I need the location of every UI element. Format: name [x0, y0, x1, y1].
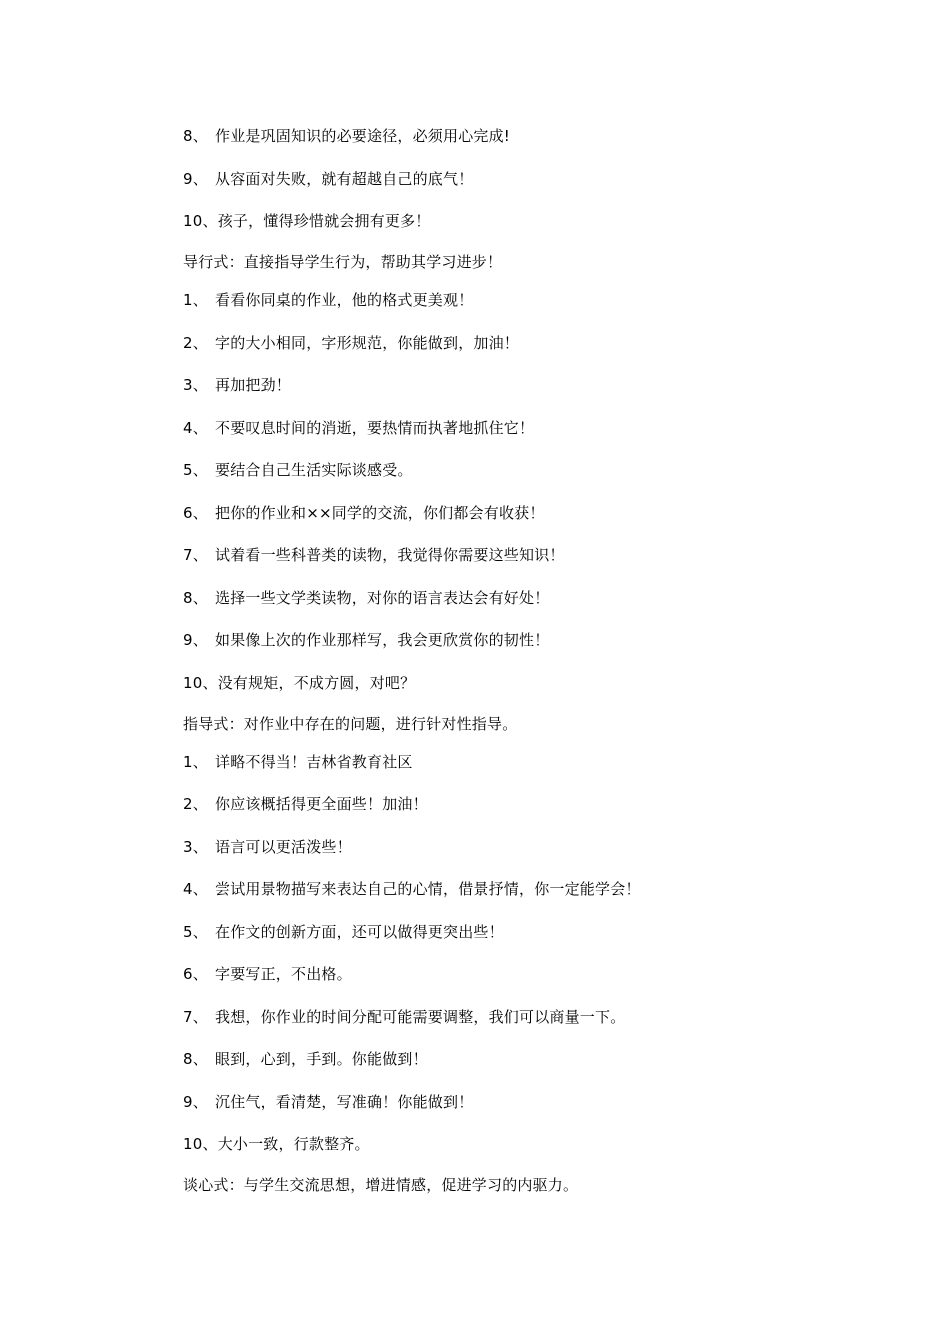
list-item — [183, 752, 413, 772]
item-text: 如果像上次的作业那样写，我会更欣赏你的韧性！ — [215, 631, 550, 649]
item-number: 9、 — [183, 631, 208, 649]
item-number: 9、 — [183, 1093, 208, 1111]
list-item — [183, 290, 473, 310]
heading-text: 谈心式：与学生交流思想，增进情感，促进学习的内驱力。 — [183, 1176, 579, 1194]
item-text: 我想，你作业的时间分配可能需要调整，我们可以商量一下。 — [215, 1008, 626, 1026]
item-text: 尝试用景物描写来表达自己的心情，借景抒情，你一定能学会！ — [215, 880, 641, 898]
item-text: 不要叹息时间的消逝，要热情而执著地抓住它！ — [215, 419, 535, 437]
item-text: 要结合自己生活实际谈感受。 — [215, 461, 413, 479]
list-item — [183, 460, 413, 480]
list-item — [183, 1049, 428, 1069]
item-number: 10、 — [183, 1135, 218, 1153]
list-item — [183, 794, 428, 814]
item-number: 10、 — [183, 212, 218, 230]
section-heading — [183, 252, 502, 272]
item-number: 5、 — [183, 923, 208, 941]
section-heading — [183, 714, 517, 734]
item-number: 2、 — [183, 334, 208, 352]
list-item — [183, 1092, 473, 1112]
item-text: 字的大小相同，字形规范，你能做到，加油！ — [215, 334, 520, 352]
item-text: 没有规矩，不成方圆，对吧？ — [217, 674, 416, 692]
list-item — [183, 333, 519, 353]
list-item — [183, 169, 473, 189]
item-number: 7、 — [183, 546, 208, 564]
item-number: 4、 — [183, 880, 208, 898]
item-text: 选择一些文学类读物，对你的语言表达会有好处！ — [215, 589, 550, 607]
item-number: 10、 — [183, 674, 218, 692]
item-text: 看看你同桌的作业，他的格式更美观！ — [215, 291, 474, 309]
list-item — [183, 375, 291, 395]
list-item — [183, 837, 352, 857]
item-number: 3、 — [183, 838, 208, 856]
list-item — [183, 922, 504, 942]
item-number: 5、 — [183, 461, 208, 479]
item-number: 6、 — [183, 965, 208, 983]
item-text: 你应该概括得更全面些！加油！ — [215, 795, 428, 813]
list-item — [183, 545, 565, 565]
item-text: 沉住气，看清楚，写准确！你能做到！ — [215, 1093, 474, 1111]
item-text: 语言可以更活泼些！ — [215, 838, 352, 856]
item-text: 大小一致，行款整齐。 — [217, 1135, 370, 1153]
item-text: 把你的作业和××同学的交流，你们都会有收获！ — [215, 504, 545, 522]
list-item — [183, 1134, 370, 1154]
list-item — [183, 630, 549, 650]
heading-text: 指导式：对作业中存在的问题，进行针对性指导。 — [183, 715, 518, 733]
item-number: 4、 — [183, 419, 208, 437]
item-text: 字要写正，不出格。 — [215, 965, 352, 983]
list-item — [183, 503, 545, 523]
item-number: 3、 — [183, 376, 208, 394]
heading-text: 导行式：直接指导学生行为，帮助其学习进步！ — [183, 253, 503, 271]
item-number: 9、 — [183, 170, 208, 188]
item-number: 1、 — [183, 753, 208, 771]
item-number: 8、 — [183, 127, 208, 145]
list-item — [183, 211, 431, 231]
item-number: 2、 — [183, 795, 208, 813]
item-text: 在作文的创新方面，还可以做得更突出些！ — [215, 923, 504, 941]
item-text: 试着看一些科普类的读物，我觉得你需要这些知识！ — [215, 546, 565, 564]
item-number: 8、 — [183, 589, 208, 607]
list-item — [183, 673, 415, 693]
section-heading — [183, 1175, 578, 1195]
item-text: 孩子，懂得珍惜就会拥有更多！ — [217, 212, 431, 230]
item-text: 从容面对失败，就有超越自己的底气！ — [215, 170, 474, 188]
list-item — [183, 964, 352, 984]
item-text: 再加把劲！ — [215, 376, 292, 394]
list-item — [183, 879, 641, 899]
item-number: 6、 — [183, 504, 208, 522]
item-text: 眼到，心到，手到。你能做到！ — [215, 1050, 428, 1068]
item-text: 作业是巩固知识的必要途径，必须用心完成! — [215, 127, 511, 145]
item-number: 7、 — [183, 1008, 208, 1026]
list-item — [183, 126, 510, 146]
list-item — [183, 588, 549, 608]
list-item — [183, 1007, 625, 1027]
item-number: 1、 — [183, 291, 208, 309]
list-item — [183, 418, 534, 438]
item-number: 8、 — [183, 1050, 208, 1068]
item-text: 详略不得当！吉林省教育社区 — [215, 753, 413, 771]
